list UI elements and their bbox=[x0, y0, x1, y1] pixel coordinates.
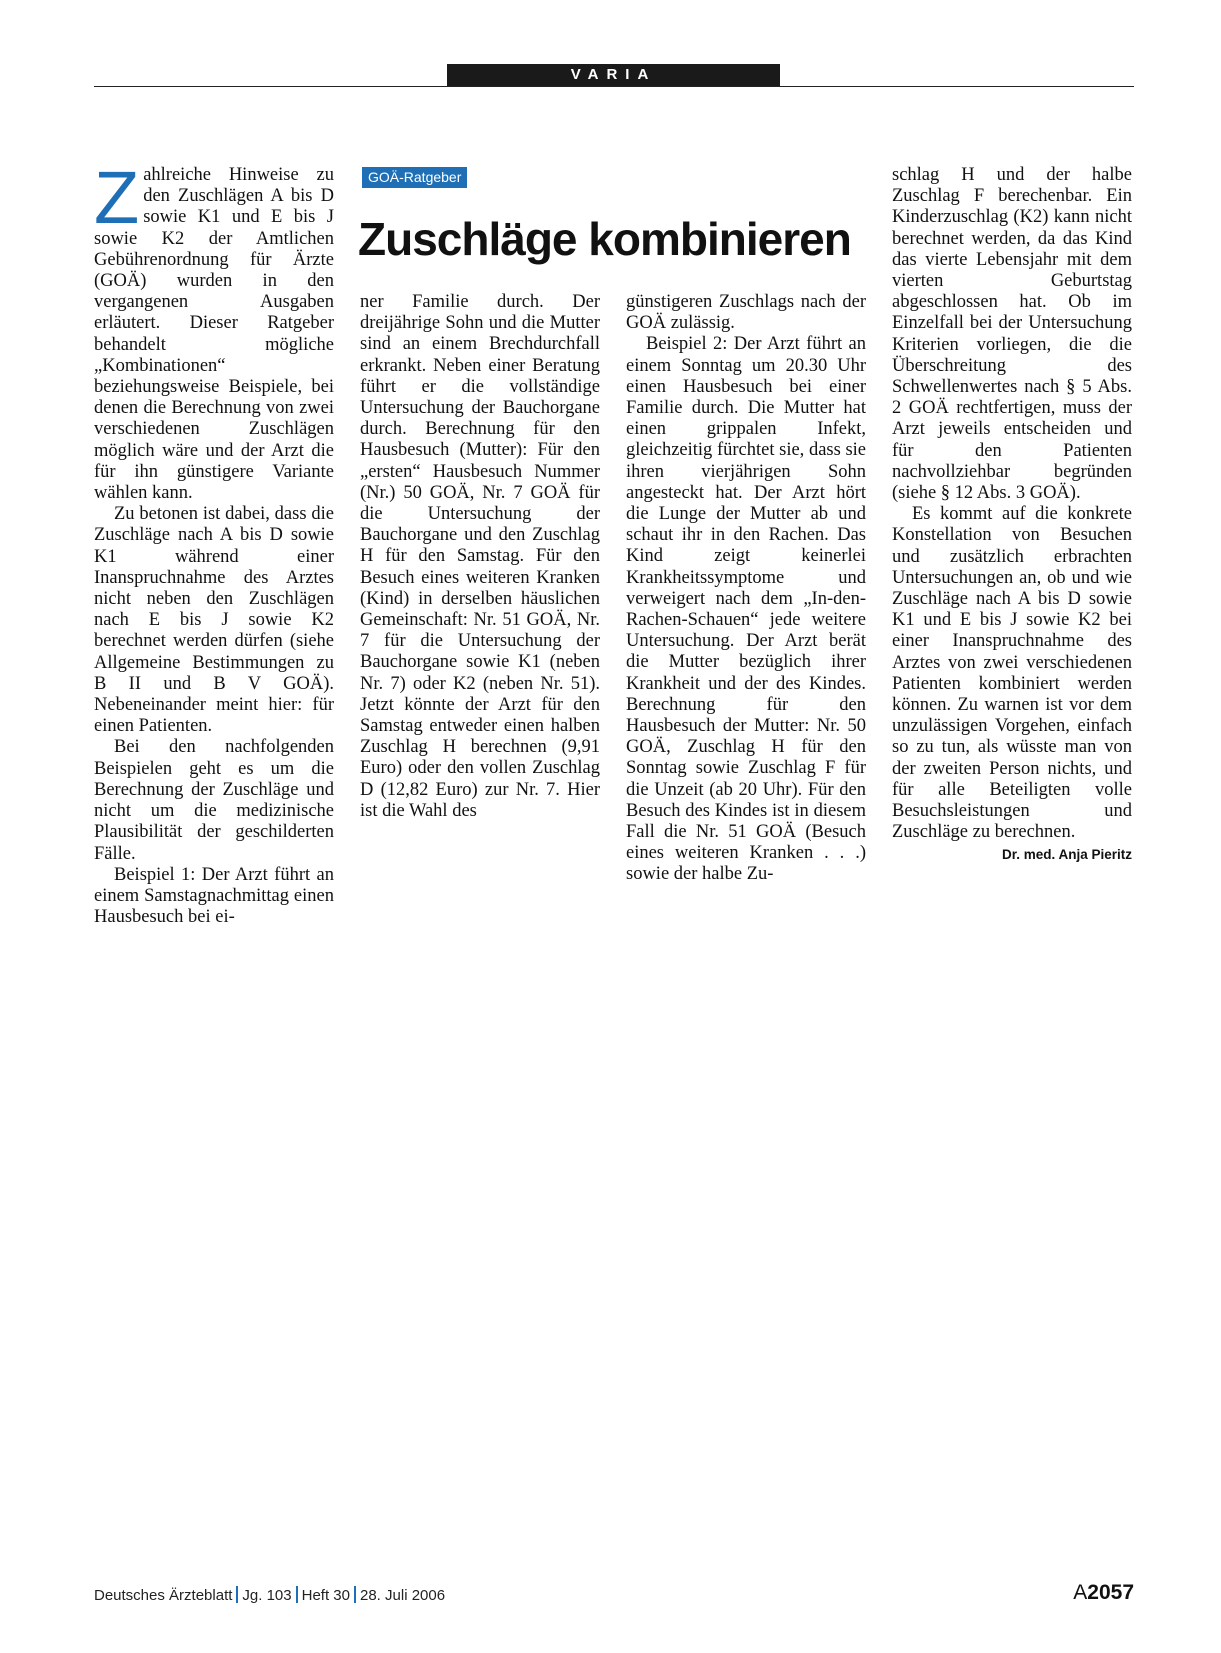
paragraph: Es kommt auf die konkrete Konstellation von Besuchen und zusätzlich erbrachten Untersuchungen an, ob und wie Zuschläge nach A bis D sowie K1 und E bis J sowie K2 bei einer Inanspruchnahme des Arztes von zwei verschiedenen Patienten kombiniert werden können. Zu warnen ist vor dem unzulässigen Vorgehen, einfach so zu tun, als wüsste man von der zweiten Person nichts, und für alle Beteiligten volle Besuchsleistungen und Zuschläge zu berechnen. Dr. med. Anja Pieritz bbox=[892, 504, 1132, 843]
author-byline: Dr. med. Anja Pieritz bbox=[1001, 846, 1132, 862]
issue: Heft 30 bbox=[301, 1587, 350, 1604]
paragraph: Beispiel 2: Der Arzt führt an einem Sonntag um 20.30 Uhr einen Hausbesuch bei einer Familie durch. Die Mutter hat einen grippalen Infekt, gleichzeitig fürchtet sie, dass sie ihren vierjährigen Sohn angesteckt hat. Der Arzt hört die Lunge der Mutter ab und schaut ihr in den Rachen. Das Kind zeigt keinerlei Krankheitssymptome und verweigert nach dem „In-den-Rachen-Schauen“ jede weitere Untersuchung. Der Arzt berät die Mutter bezüglich ihrer Krankheit und der des Kindes. Berechnung für den Hausbesuch der Mutter: Nr. 50 GOÄ, Zuschlag H für den Sonntag sowie Zuschlag F für die Unzeit (ab 20 Uhr). Für den Besuch des Kindes ist in diesem Fall die Nr. 51 GOÄ (Besuch eines weiteren Kranken . . .) sowie der halbe Zu- bbox=[626, 334, 866, 885]
page-number bbox=[1073, 1580, 1134, 1606]
paragraph: günstigeren Zuschlags nach der GOÄ zulässig. bbox=[626, 292, 866, 334]
section-label: VARIA bbox=[447, 64, 780, 86]
paragraph: ner Familie durch. Der dreijährige Sohn und die Mutter sind an einem Brechdurchfall erkrankt. Neben einer Beratung führt er die vollständige Untersuchung der Bauchorgane durch. Berechnung für den Hausbesuch (Mutter): Für den „ersten“ Hausbesuch Nummer (Nr.) 50 GOÄ, Nr. 7 GOÄ für die Untersuchung der Bauchorgane und den Zuschlag H für den Samstag. Für den Besuch eines weiteren Kranken (Kind) in derselben häuslichen Gemeinschaft: Nr. 51 GOÄ, Nr. 7 für die Untersuchung der Bauchorgane sowie K1 (neben Nr. 7) oder K2 (neben Nr. 51). Jetzt könnte der Arzt für den Samstag entweder einen halben Zuschlag H berechnen (9,91 Euro) oder den vollen Zuschlag D (12,82 Euro) zur Nr. 7. Hier ist die Wahl des bbox=[360, 292, 600, 821]
column-2 bbox=[360, 292, 600, 822]
article-headline: Zuschläge kombinieren bbox=[358, 213, 851, 265]
journal-name: Deutsches Ärzteblatt bbox=[94, 1587, 233, 1604]
paragraph: Bei den nachfolgenden Beispielen geht es um die Berechnung der Zuschläge und nicht um die medizinische Plausibilität der geschilderten Fälle. bbox=[94, 737, 334, 864]
footer-separator bbox=[236, 1586, 238, 1603]
paragraph: Zahlreiche Hinweise zu den Zuschlägen A bis D sowie K1 und E bis J sowie K2 der Amtlichen Gebührenordnung für Ärzte (GOÄ) wurden in den vergangenen Ausgaben erläutert. Dieser Ratgeber behandelt mögliche „Kombinationen“ beziehungsweise Beispiele, bei denen die Berechnung von zwei verschiedenen Zuschlägen möglich wäre und der Arzt die für ihn günstigere Variante wählen kann. bbox=[94, 156, 334, 504]
paragraph: Zu betonen ist dabei, dass die Zuschläge nach A bis D sowie K1 während einer Inanspruchnahme des Arztes nicht neben den Zuschlägen nach E bis J sowie K2 berechnet werden dürfen (siehe Allgemeine Bestimmungen zu B II und B V GOÄ). Nebeneinander meint hier: für einen Patienten. bbox=[94, 504, 334, 737]
page-number-value: 2057 bbox=[1087, 1581, 1134, 1604]
paragraph: Beispiel 1: Der Arzt führt an einem Samstagnachmittag einen Hausbesuch bei ei- bbox=[94, 864, 334, 928]
paragraph: schlag H und der halbe Zuschlag F berechenbar. Ein Kinderzuschlag (K2) kann nicht berechnet werden, da das Kind das vierte Lebensjahr mit dem vierten Geburtstag abgeschlossen hat. Ob im Einzelfall bei der Untersuchung Kriterien vorliegen, die die Überschreitung des Schwellenwertes nach § 5 Abs. 2 GOÄ rechtfertigen, muss der Arzt jeweils entscheiden und für den Patienten nachvollziehbar begründen (siehe § 12 Abs. 3 GOÄ). bbox=[892, 165, 1132, 504]
volume: Jg. 103 bbox=[242, 1587, 292, 1604]
page-prefix: A bbox=[1073, 1581, 1088, 1604]
footer-separator bbox=[296, 1586, 298, 1603]
header-rule bbox=[94, 86, 1134, 87]
drop-cap: Z bbox=[94, 156, 140, 239]
column-4 bbox=[892, 165, 1132, 865]
column-1 bbox=[94, 156, 334, 928]
footer-citation bbox=[94, 1586, 445, 1606]
footer-separator bbox=[354, 1586, 356, 1603]
column-3 bbox=[626, 292, 866, 886]
article-kicker: GOÄ-Ratgeber bbox=[362, 167, 467, 188]
date: 28. Juli 2006 bbox=[360, 1587, 446, 1604]
